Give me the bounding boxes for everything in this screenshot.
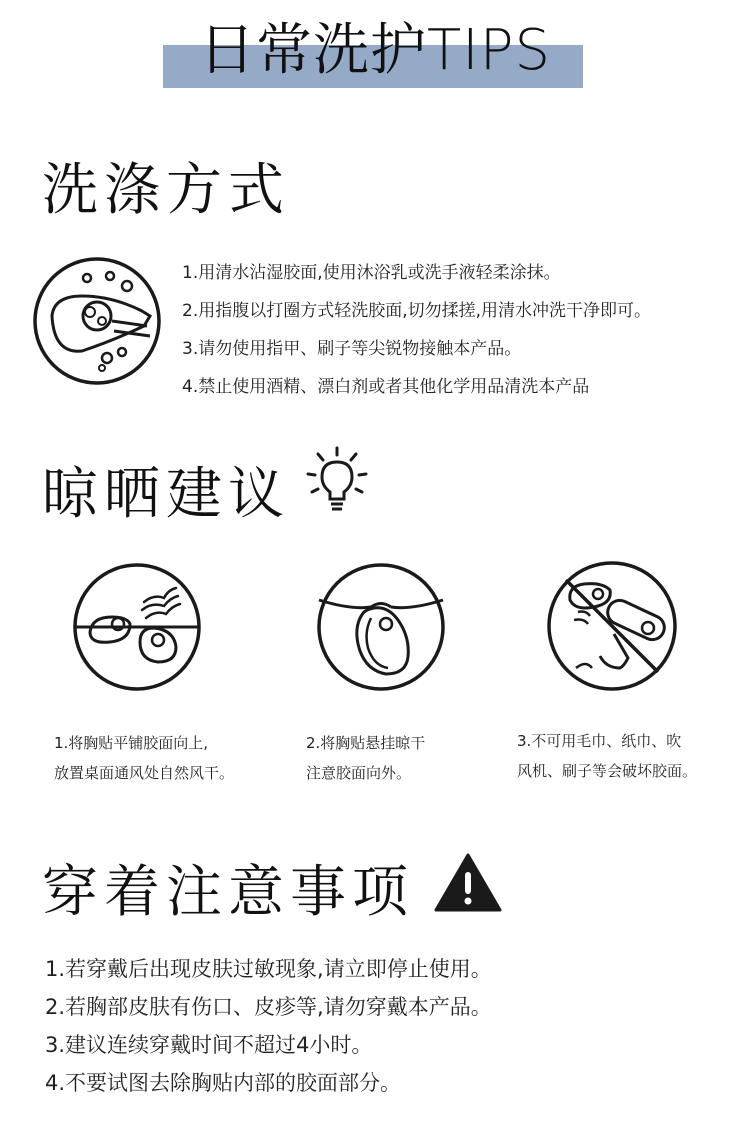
list-item: 1.用清水沾湿胶面,使用沐浴乳或洗手液轻柔涂抹。 [182, 263, 561, 283]
lightbulb-icon [302, 444, 372, 520]
dry-caption-1-line2: 放置桌面通风处自然风干。 [54, 764, 235, 782]
list-item: 2.用指腹以打圈方式轻洗胶面,切勿揉搓,用清水冲洗干净即可。 [182, 301, 652, 321]
washing-title: 洗涤方式 [42, 158, 290, 223]
bubbles-cup-icon [32, 256, 162, 390]
washing-steps [182, 254, 651, 406]
list-item: 4.不要试图去除胸贴内部的胶面部分。 [45, 1071, 402, 1095]
list-item: 4.禁止使用酒精、漂白剂或者其他化学用品清洗本产品 [182, 377, 590, 397]
hang-dry-icon [316, 562, 446, 696]
dry-caption-2-line1: 2.将胸贴悬挂晾干 [306, 734, 426, 752]
flat-dry-icon [72, 562, 202, 696]
dry-caption-2-line2: 注意胶面向外。 [306, 764, 412, 782]
list-item: 3.请勿使用指甲、刷子等尖锐物接触本产品。 [182, 339, 522, 359]
list-item: 3.建议连续穿戴时间不超过4小时。 [45, 1033, 373, 1057]
dry-caption-1-line1: 1.将胸贴平铺胶面向上, [54, 734, 209, 752]
no-towel-brush-icon [546, 560, 678, 696]
wearing-title: 穿着注意事项 [42, 860, 414, 925]
page-title: 日常洗护TIPS [198, 18, 552, 83]
warning-icon [434, 852, 502, 916]
dry-caption-3-line1: 3.不可用毛巾、纸巾、吹 [517, 732, 682, 750]
drying-title: 晾晒建议 [42, 462, 290, 527]
dry-caption-3-line2: 风机、刷子等会破坏胶面。 [517, 762, 698, 780]
list-item: 1.若穿戴后出现皮肤过敏现象,请立即停止使用。 [45, 957, 492, 981]
list-item: 2.若胸部皮肤有伤口、皮疹等,请勿穿戴本产品。 [45, 995, 492, 1019]
wearing-notes [45, 950, 492, 1102]
